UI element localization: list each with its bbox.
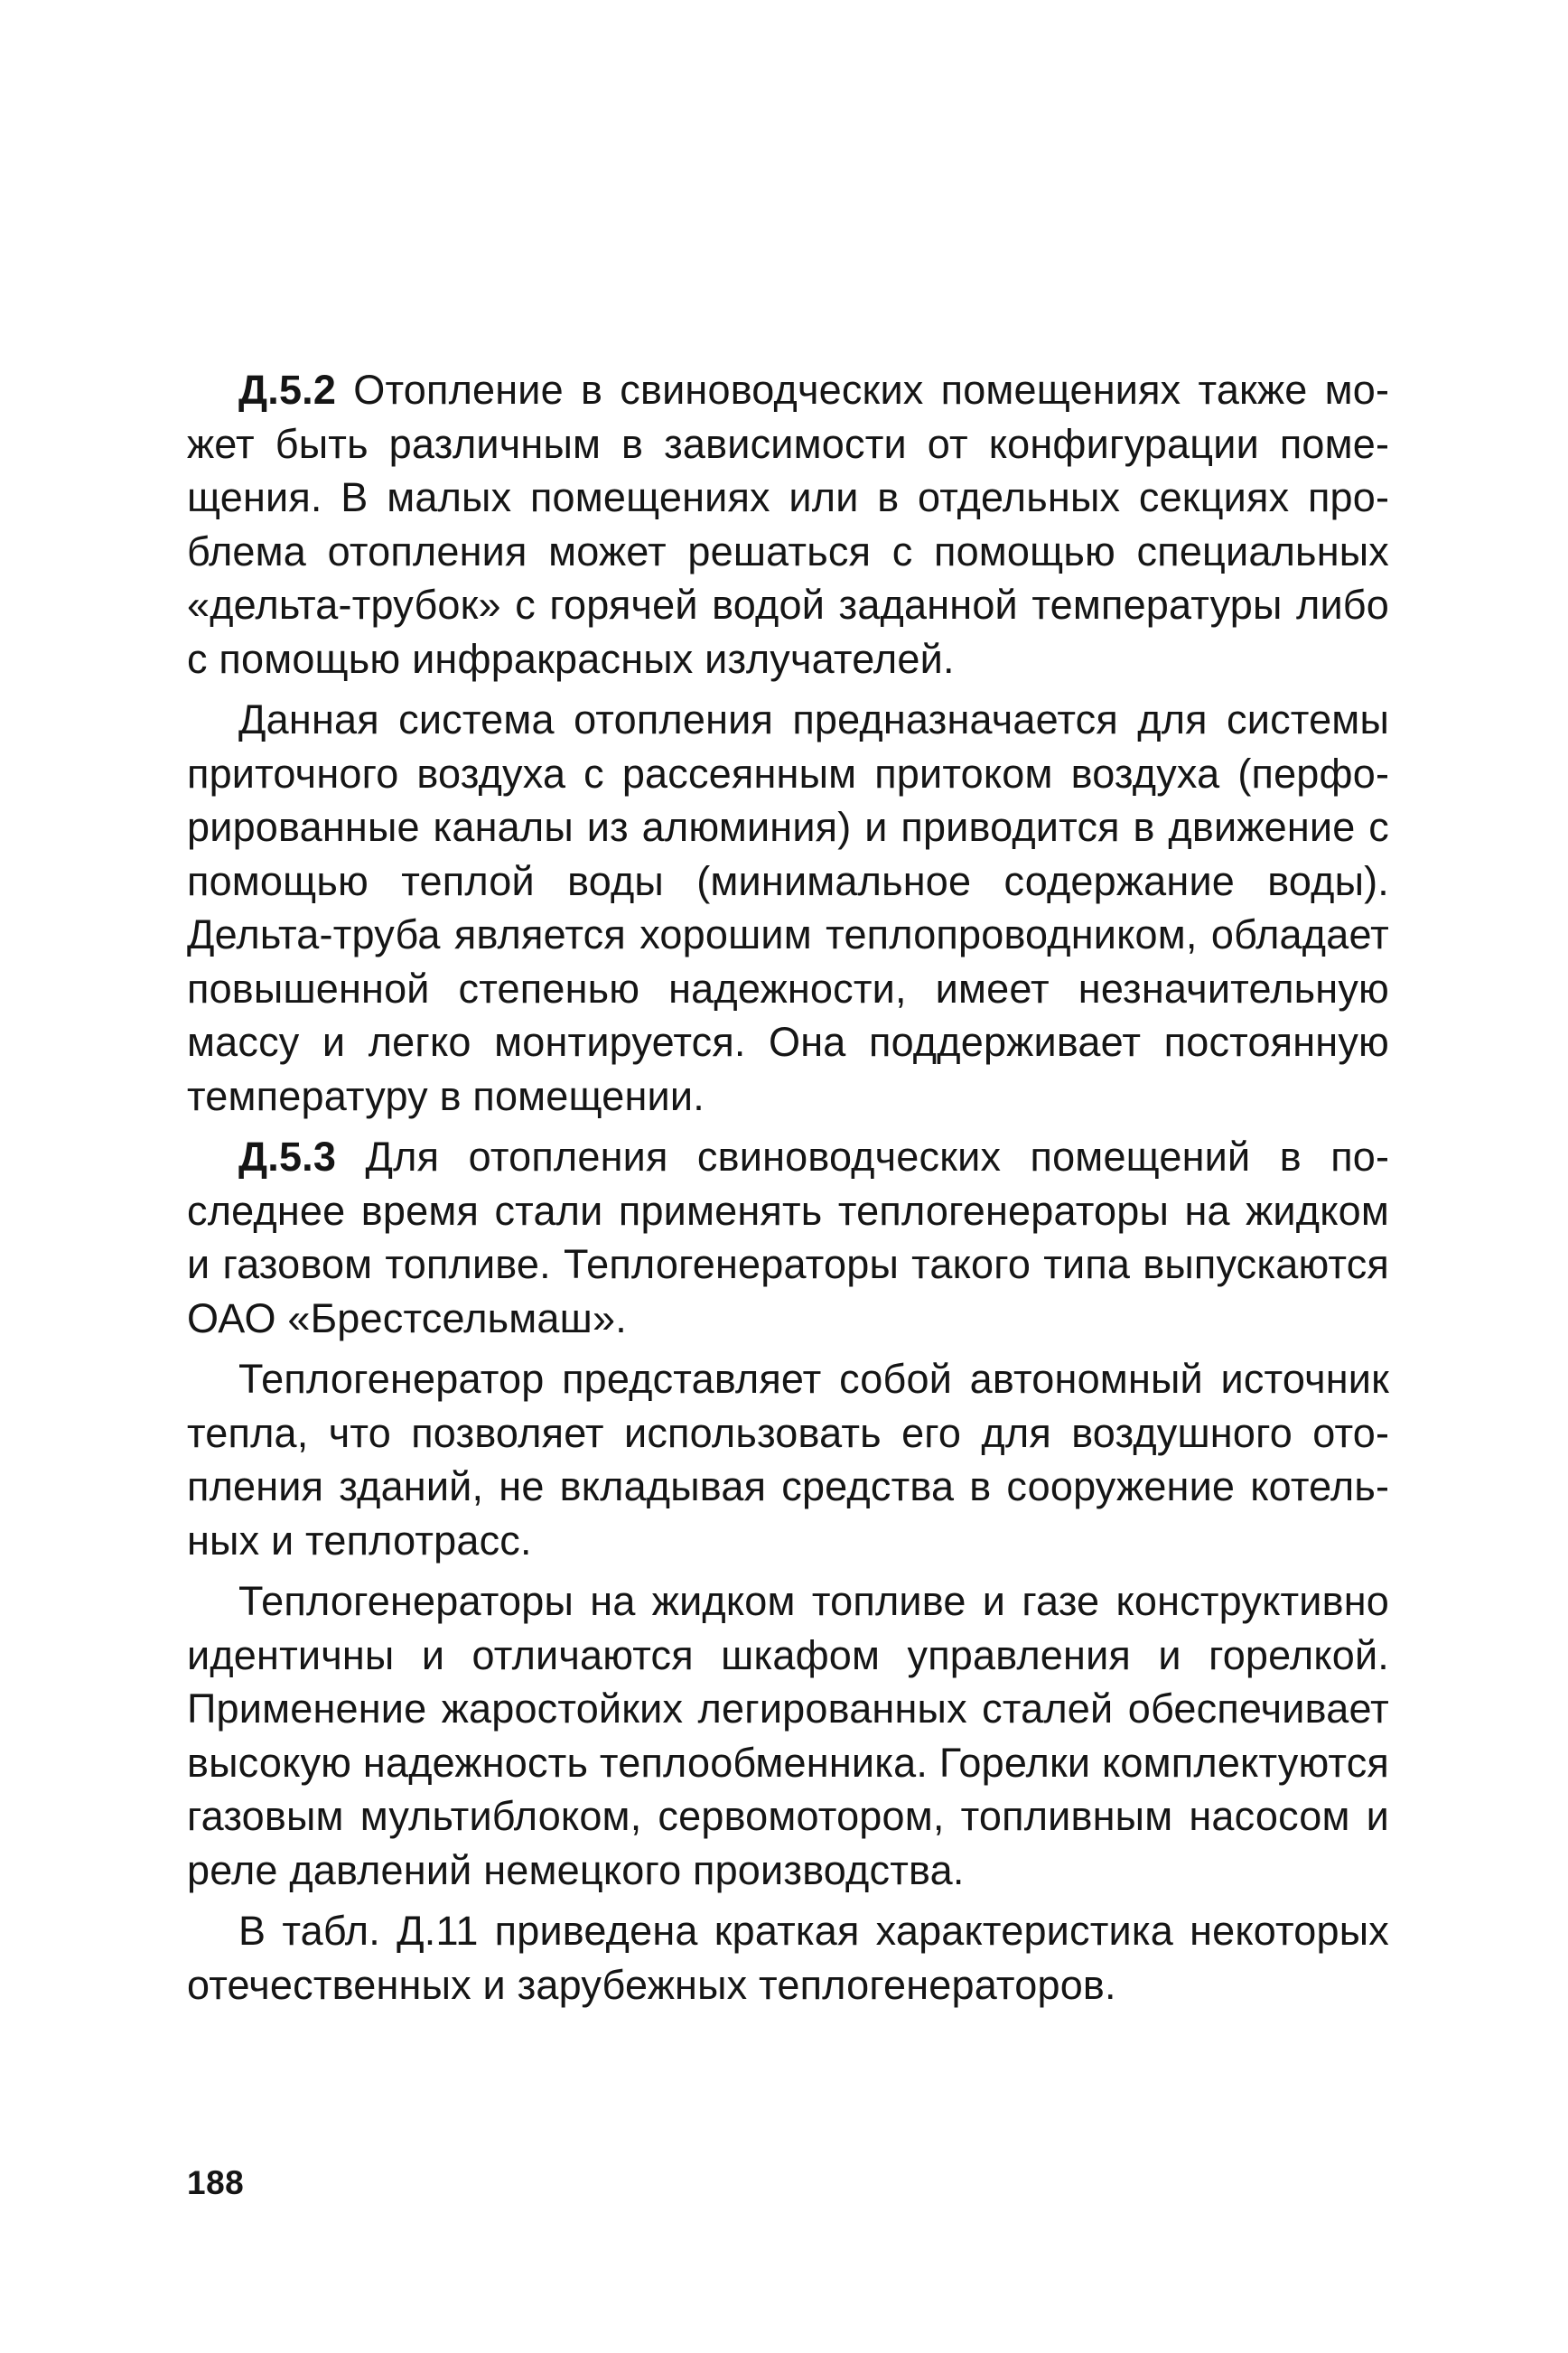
paragraph [187,1574,1389,1897]
paragraph [187,1904,1389,2012]
section-number: Д.5.2 [238,367,337,413]
paragraph-text: Данная система отопления предназначается для системы приточного воздуха с рассеянным притоком воздуха (перфорированные каналы из алюминия) и приводится в движение с помощью теплой воды (минимальное содержание воды). Дельта-труба является хорошим теплопроводником, обладает повышенной степенью надежности, имеет незначительную массу и легко монтируется. Она поддерживает постоянную температуру в помещении. [187,696,1389,1119]
paragraph-text: Теплогенератор представляет собой автономный источник тепла, что позволяет использовать его для воздушного отопления зданий, не вкладывая средства в сооружение котельных и теплотрасс. [187,1356,1389,1564]
section-number: Д.5.3 [238,1134,337,1180]
paragraph-d-5-2 [187,363,1389,686]
paragraph-text: Отопление в свиноводческих помещениях также может быть различным в зависимости от конфигурации помещения. В малых помещениях или в отдельных секциях проблема отопления может решаться с помощью специальных «дельта-трубок» с горячей водой заданной температуры либо с помощью инфракрасных излучателей. [187,367,1389,682]
paragraph [187,693,1389,1123]
paragraph-d-5-3 [187,1130,1389,1345]
paragraph-text: В табл. Д.11 приведена краткая характеристика некоторых отечественных и зарубежных теплогенераторов. [187,1908,1389,2008]
paragraph-text: Теплогенераторы на жидком топливе и газе конструктивно идентичны и отличаются шкафом управления и горелкой. Применение жаростойких легированных сталей обеспечивает высокую надежность теплообменника. Горелки комплектуются газовым мультиблоком, сервомотором, топливным насосом и реле давлений немецкого производства. [187,1578,1389,1893]
paragraph [187,1352,1389,1567]
paragraph-text: Для отопления свиноводческих помещений в последнее время стали применять теплогенераторы на жидком и газовом топливе. Теплогенераторы такого типа выпускаются ОАО «Брестсельмаш». [187,1134,1389,1341]
page-number: 188 [187,2164,245,2201]
body-text [187,363,1389,2019]
